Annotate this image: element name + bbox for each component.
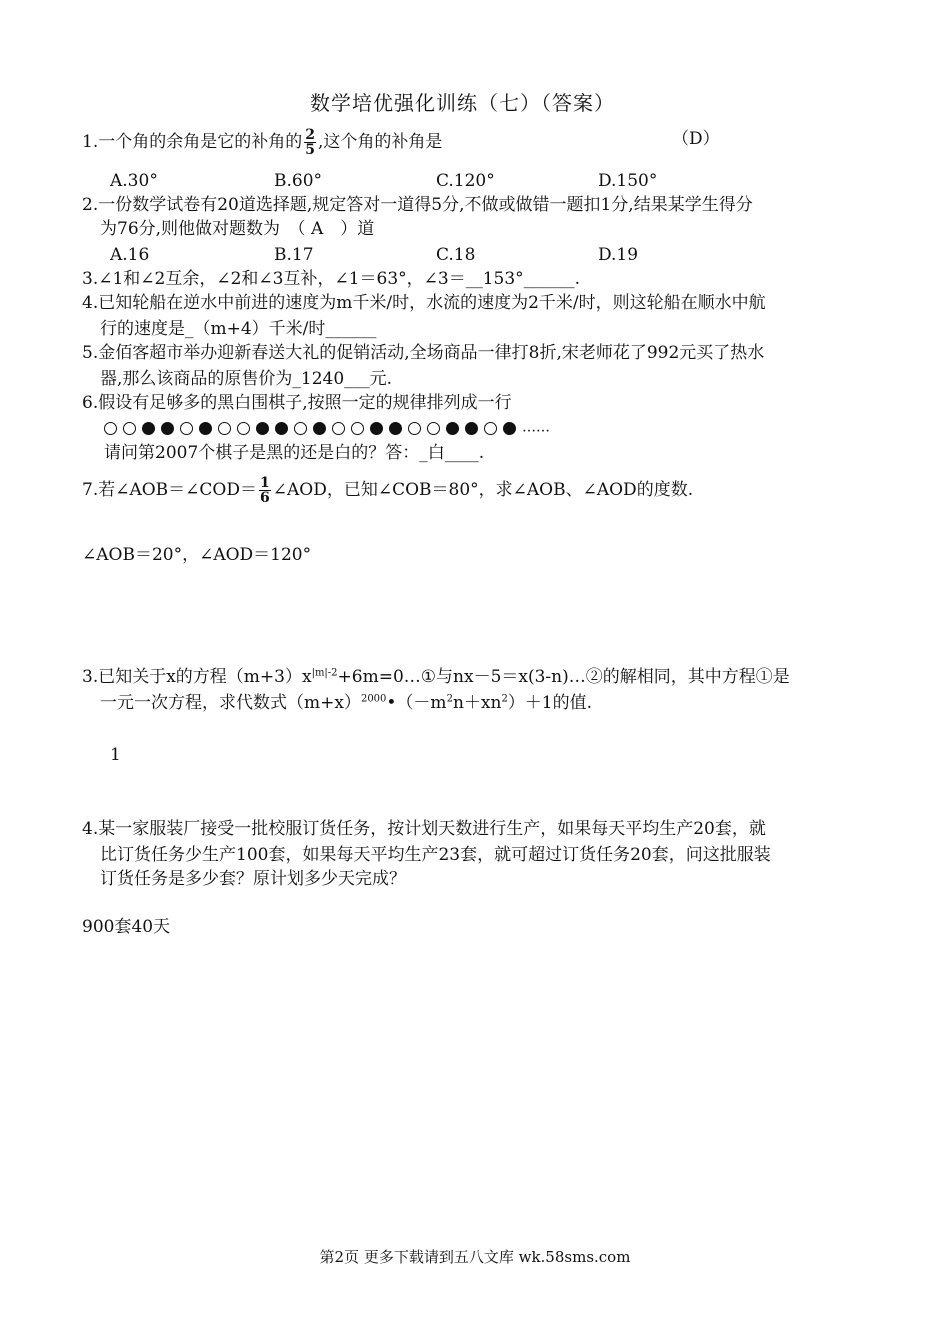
q8-line-2-part-d: ）＋1的值.	[507, 693, 593, 713]
q9-line-2: 比订货任务少生产100套，如果每天平均生产23套，就可超过订货任务20套，问这批服装	[100, 845, 771, 865]
black-stone-icon	[313, 422, 326, 435]
q7-answer: ∠AOB＝20°，∠AOD＝120°	[82, 545, 312, 565]
q7-text-pre: 7.若∠AOB＝∠COD＝	[82, 480, 257, 500]
white-stone-icon	[218, 422, 231, 435]
bead-container	[104, 418, 522, 438]
q9-line-1: 4.某一家服装厂接受一批校服订货任务，按计划天数进行生产，如果每天平均生产20套，就	[82, 819, 766, 839]
black-stone-icon	[199, 422, 212, 435]
white-stone-icon	[484, 422, 497, 435]
q1-answer: （D）	[672, 129, 720, 149]
black-stone-icon	[256, 422, 269, 435]
black-stone-icon	[465, 422, 478, 435]
black-stone-icon	[370, 422, 383, 435]
white-stone-icon	[332, 422, 345, 435]
q2-option-a: A.16	[110, 245, 150, 265]
q4-line-2: 行的速度是_（m+4）千米/时______	[100, 319, 377, 339]
q6-line-3: 请问第2007个棋子是黑的还是白的？答：_白____.	[104, 443, 485, 463]
q8-exponent-4: 2	[501, 693, 508, 705]
white-stone-icon	[294, 422, 307, 435]
q1-option-c: C.120°	[436, 171, 495, 191]
q7-fraction-numerator: 1	[260, 475, 270, 491]
q4-line-1: 4.已知轮船在逆水中前进的速度为m千米/时，水流的速度为2千米/时，则这轮船在顺水中航	[82, 293, 766, 313]
q1-option-d: D.150°	[598, 171, 658, 191]
q7-text-post: ∠AOD，已知∠COB＝80°，求∠AOB、∠AOD的度数.	[272, 480, 694, 500]
q8-line-1-part-b: +6m=0…①与nx－5＝x(3-n)…②的解相同，其中方程①是	[337, 667, 790, 687]
black-stone-icon	[503, 422, 516, 435]
q1-fraction	[304, 128, 316, 157]
q7-fraction-denominator: 6	[260, 490, 270, 506]
q2-line-1: 2.一份数学试卷有20道选择题,规定答对一道得5分,不做或做错一题扣1分,结果某学生得分	[82, 195, 753, 215]
q8-exponent-2: 2000	[360, 693, 387, 705]
white-stone-icon	[427, 422, 440, 435]
q2-option-b: B.17	[274, 245, 314, 265]
page-footer: 第2页 更多下载请到五八文库 wk.58sms.com	[319, 1248, 631, 1266]
q6-ellipsis: ……	[522, 419, 550, 436]
q2-line-2: 为76分,则他做对题数为 （ A ）道	[100, 219, 375, 239]
q8-line-2-part-b: •（－m	[386, 693, 447, 713]
q1-text-pre: 1.一个角的余角是它的补角的	[82, 132, 303, 152]
q1-fraction-numerator: 2	[305, 127, 315, 143]
white-stone-icon	[123, 422, 136, 435]
q1-option-a: A.30°	[110, 171, 158, 191]
question-7	[82, 476, 693, 505]
q8-exponent-1: |m|-2	[311, 667, 338, 679]
black-stone-icon	[142, 422, 155, 435]
q1-fraction-denominator: 5	[305, 142, 315, 158]
white-stone-icon	[180, 422, 193, 435]
q8-line-1	[82, 666, 790, 688]
white-stone-icon	[351, 422, 364, 435]
q2-option-c: C.18	[436, 245, 476, 265]
white-stone-icon	[237, 422, 250, 435]
q1-text-post: ,这个角的补角是	[317, 132, 443, 152]
q5-line-2: 器,那么该商品的原售价为_1240___元.	[100, 369, 393, 389]
white-stone-icon	[408, 422, 421, 435]
q8-exponent-3: 2	[446, 693, 453, 705]
q9-answer: 900套40天	[82, 917, 171, 937]
q1-option-b: B.60°	[274, 171, 323, 191]
q6-bead-row	[104, 416, 550, 439]
question-1	[82, 128, 442, 157]
q8-line-2-part-c: n＋xn	[452, 693, 502, 713]
white-stone-icon	[104, 422, 117, 435]
q2-option-d: D.19	[598, 245, 639, 265]
q8-line-2	[100, 692, 592, 714]
page-title: 数学培优强化训练（七）（答案）	[310, 91, 615, 115]
q9-line-3: 订货任务是多少套？原计划多少天完成？	[100, 869, 406, 889]
q5-line-1: 5.金佰客超市举办迎新春送大礼的促销活动,全场商品一律打8折,宋老师花了992元买了热水	[82, 343, 765, 363]
q8-line-2-part-a: 一元一次方程，求代数式（m+x）	[100, 693, 361, 713]
q6-line-1: 6.假设有足够多的黑白围棋子,按照一定的规律排列成一行	[82, 393, 512, 413]
q8-line-1-part-a: 3.已知关于x的方程（m+3）x	[82, 667, 312, 687]
black-stone-icon	[161, 422, 174, 435]
q8-answer: 1	[110, 745, 121, 765]
q3-line-1: 3.∠1和∠2互余，∠2和∠3互补，∠1＝63°，∠3＝__153°______.	[82, 269, 581, 289]
black-stone-icon	[389, 422, 402, 435]
q7-fraction	[259, 476, 271, 505]
black-stone-icon	[275, 422, 288, 435]
black-stone-icon	[446, 422, 459, 435]
